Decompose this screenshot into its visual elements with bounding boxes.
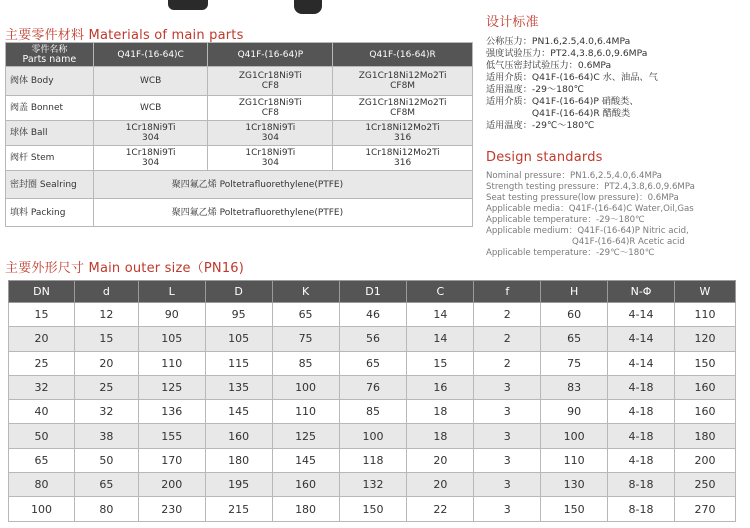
material-c: 1Cr18Ni9Ti 304: [93, 146, 208, 171]
design-title-en: Design standards: [486, 150, 603, 165]
design-cn-line: Q41F-(16-64)R 醋酸类: [486, 108, 631, 119]
outer-cell: 56: [339, 327, 407, 351]
outer-cell: 14: [407, 303, 474, 327]
design-cn-line: 适用介质：Q41F-(16-64)P 硝酸类、: [486, 96, 639, 107]
outer-cell: 180: [272, 497, 339, 521]
outer-row: [9, 375, 736, 399]
material-span: 聚四氟乙烯 Poltetrafluorethylene(PTFE): [93, 171, 472, 199]
parts-name-en: Parts name: [22, 53, 77, 65]
outer-row: [9, 473, 736, 497]
outer-cell: 25: [9, 351, 75, 375]
outer-cell: 8-18: [608, 497, 675, 521]
outer-size-title: 主要外形尺寸 Main outer size（PN16): [5, 261, 245, 276]
material-p: ZG1Cr18Ni9Ti CF8: [208, 67, 333, 96]
outer-row: [9, 303, 736, 327]
outer-cell: 150: [541, 497, 608, 521]
outer-cell: 270: [674, 497, 735, 521]
outer-cell: 32: [9, 375, 75, 399]
outer-size-table: [8, 280, 736, 522]
outer-cell: 160: [272, 473, 339, 497]
outer-cell: 4-14: [608, 327, 675, 351]
outer-cell: 4-18: [608, 448, 675, 472]
outer-cell: 8-18: [608, 473, 675, 497]
outer-cell: 180: [205, 448, 272, 472]
outer-cell: 12: [74, 303, 138, 327]
outer-row: [9, 400, 736, 424]
outer-col-header: f: [474, 281, 541, 303]
outer-cell: 132: [339, 473, 407, 497]
outer-cell: 18: [407, 400, 474, 424]
design-en-line: Seat testing pressure(low pressure)：0.6MPa: [486, 193, 679, 203]
outer-cell: 135: [205, 375, 272, 399]
material-p: 1Cr18Ni9Ti 304: [208, 121, 333, 146]
materials-header-row: [6, 43, 473, 67]
outer-cell: 195: [205, 473, 272, 497]
material-row-sealring: [6, 171, 473, 199]
outer-cell: 20: [74, 351, 138, 375]
outer-cell: 230: [138, 497, 205, 521]
outer-cell: 110: [272, 400, 339, 424]
product-image-fragment: [168, 0, 208, 10]
outer-cell: 90: [541, 400, 608, 424]
outer-cell: 3: [474, 448, 541, 472]
outer-cell: 160: [205, 424, 272, 448]
outer-row: [9, 424, 736, 448]
material-p: ZG1Cr18Ni9Ti CF8: [208, 96, 333, 121]
part-name: 阀体 Body: [6, 67, 94, 96]
outer-col-header: d: [74, 281, 138, 303]
outer-cell: 90: [138, 303, 205, 327]
outer-cell: 75: [541, 351, 608, 375]
outer-cell: 50: [9, 424, 75, 448]
outer-cell: 4-14: [608, 303, 675, 327]
material-c: WCB: [93, 67, 208, 96]
outer-cell: 200: [138, 473, 205, 497]
design-title-cn: 设计标准: [486, 15, 539, 30]
design-cn-line: 适用介质：Q41F-(16-64)C 水、油品、气: [486, 72, 658, 83]
design-en-line: Q41F-(16-64)R Acetic acid: [486, 237, 685, 247]
outer-cell: 115: [205, 351, 272, 375]
outer-cell: 15: [407, 351, 474, 375]
design-en-line: Nominal pressure：PN1.6,2.5,4.0,6.4MPa: [486, 171, 662, 181]
outer-cell: 110: [138, 351, 205, 375]
outer-cell: 170: [138, 448, 205, 472]
design-cn-line: 低气压密封试验压力：0.6MPa: [486, 60, 612, 71]
material-r: 1Cr18Ni12Mo2Ti 316: [333, 146, 473, 171]
design-cn-line: 适用温度：-29℃～180℃: [486, 120, 595, 131]
col-header-p: Q41F-(16-64)P: [208, 43, 333, 67]
outer-cell: 22: [407, 497, 474, 521]
outer-cell: 95: [205, 303, 272, 327]
part-name: 球体 Ball: [6, 121, 94, 146]
parts-name-header: [6, 43, 94, 67]
outer-cell: 85: [339, 400, 407, 424]
outer-col-header: D1: [339, 281, 407, 303]
outer-cell: 155: [138, 424, 205, 448]
outer-cell: 40: [9, 400, 75, 424]
outer-col-header: H: [541, 281, 608, 303]
materials-table: [5, 42, 473, 227]
outer-cell: 75: [272, 327, 339, 351]
outer-cell: 4-18: [608, 400, 675, 424]
outer-cell: 3: [474, 497, 541, 521]
outer-cell: 46: [339, 303, 407, 327]
outer-cell: 3: [474, 400, 541, 424]
outer-cell: 130: [541, 473, 608, 497]
design-en-line: Applicable temperature：-29℃～180℃: [486, 248, 655, 258]
outer-cell: 120: [674, 327, 735, 351]
outer-cell: 150: [674, 351, 735, 375]
outer-cell: 65: [339, 351, 407, 375]
outer-cell: 65: [74, 473, 138, 497]
outer-row: [9, 448, 736, 472]
outer-row: [9, 327, 736, 351]
outer-cell: 125: [138, 375, 205, 399]
outer-cell: 125: [272, 424, 339, 448]
outer-cell: 100: [541, 424, 608, 448]
material-r: ZG1Cr18Ni12Mo2Ti CF8M: [333, 67, 473, 96]
material-row-bonnet: [6, 96, 473, 121]
outer-cell: 145: [272, 448, 339, 472]
outer-cell: 3: [474, 424, 541, 448]
product-image-fragment: [294, 0, 322, 14]
parts-name-cn: 零件名称: [31, 44, 68, 55]
outer-cell: 32: [74, 400, 138, 424]
col-header-c: Q41F-(16-64)C: [93, 43, 208, 67]
design-cn-line: 适用温度：-29～180℃: [486, 84, 584, 95]
outer-header-row: [9, 281, 736, 303]
design-en-line: Strength testing pressure：PT2.4,3.8,6.0,9.6MPa: [486, 182, 695, 192]
outer-cell: 100: [339, 424, 407, 448]
outer-cell: 136: [138, 400, 205, 424]
design-en-line: Applicable medium：Q41F-(16-64)P Nitric acid,: [486, 226, 689, 236]
outer-col-header: N-Φ: [608, 281, 675, 303]
outer-cell: 150: [339, 497, 407, 521]
outer-cell: 105: [205, 327, 272, 351]
outer-cell: 2: [474, 327, 541, 351]
part-name: 密封圈 Sealring: [6, 171, 94, 199]
outer-cell: 50: [74, 448, 138, 472]
outer-cell: 65: [9, 448, 75, 472]
outer-cell: 160: [674, 375, 735, 399]
outer-col-header: D: [205, 281, 272, 303]
design-cn-line: 公称压力：PN1.6,2.5,4.0,6.4MPa: [486, 36, 631, 47]
outer-cell: 118: [339, 448, 407, 472]
part-name: 阀杆 Stem: [6, 146, 94, 171]
outer-cell: 85: [272, 351, 339, 375]
outer-cell: 65: [272, 303, 339, 327]
outer-cell: 2: [474, 351, 541, 375]
outer-row: [9, 497, 736, 521]
outer-cell: 100: [9, 497, 75, 521]
material-row-packing: [6, 199, 473, 227]
outer-cell: 16: [407, 375, 474, 399]
outer-cell: 65: [541, 327, 608, 351]
design-en-line: Applicable temperature：-29～180℃: [486, 215, 645, 225]
outer-cell: 100: [272, 375, 339, 399]
part-name: 填料 Packing: [6, 199, 94, 227]
outer-cell: 4-14: [608, 351, 675, 375]
outer-row: [9, 351, 736, 375]
outer-cell: 20: [9, 327, 75, 351]
design-cn-line: 强度试验压力：PT2.4,3.8,6.0,9.6MPa: [486, 48, 648, 59]
outer-cell: 4-18: [608, 424, 675, 448]
outer-cell: 180: [674, 424, 735, 448]
part-name: 阀盖 Bonnet: [6, 96, 94, 121]
outer-col-header: C: [407, 281, 474, 303]
outer-cell: 80: [9, 473, 75, 497]
outer-cell: 80: [74, 497, 138, 521]
material-c: WCB: [93, 96, 208, 121]
outer-cell: 20: [407, 448, 474, 472]
outer-cell: 110: [541, 448, 608, 472]
outer-cell: 2: [474, 303, 541, 327]
design-en-line: Applicable media：Q41F-(16-64)C Water,Oil,Gas: [486, 204, 694, 214]
col-header-r: Q41F-(16-64)R: [333, 43, 473, 67]
outer-col-header: L: [138, 281, 205, 303]
outer-cell: 18: [407, 424, 474, 448]
outer-cell: 145: [205, 400, 272, 424]
outer-cell: 76: [339, 375, 407, 399]
outer-cell: 3: [474, 473, 541, 497]
outer-cell: 15: [74, 327, 138, 351]
outer-cell: 14: [407, 327, 474, 351]
outer-cell: 200: [674, 448, 735, 472]
outer-cell: 20: [407, 473, 474, 497]
outer-cell: 83: [541, 375, 608, 399]
outer-cell: 110: [674, 303, 735, 327]
material-r: ZG1Cr18Ni12Mo2Ti CF8M: [333, 96, 473, 121]
outer-col-header: DN: [9, 281, 75, 303]
outer-cell: 38: [74, 424, 138, 448]
outer-cell: 250: [674, 473, 735, 497]
material-row-stem: [6, 146, 473, 171]
outer-cell: 3: [474, 375, 541, 399]
outer-cell: 215: [205, 497, 272, 521]
outer-cell: 105: [138, 327, 205, 351]
outer-cell: 4-18: [608, 375, 675, 399]
outer-cell: 25: [74, 375, 138, 399]
outer-col-header: W: [674, 281, 735, 303]
outer-col-header: K: [272, 281, 339, 303]
outer-cell: 15: [9, 303, 75, 327]
material-p: 1Cr18Ni9Ti 304: [208, 146, 333, 171]
material-r: 1Cr18Ni12Mo2Ti 316: [333, 121, 473, 146]
material-row-ball: [6, 121, 473, 146]
material-c: 1Cr18Ni9Ti 304: [93, 121, 208, 146]
material-row-body: [6, 67, 473, 96]
outer-cell: 60: [541, 303, 608, 327]
outer-cell: 160: [674, 400, 735, 424]
material-span: 聚四氟乙烯 Poltetrafluorethylene(PTFE): [93, 199, 472, 227]
materials-title: 主要零件材料 Materials of main parts: [5, 28, 244, 43]
